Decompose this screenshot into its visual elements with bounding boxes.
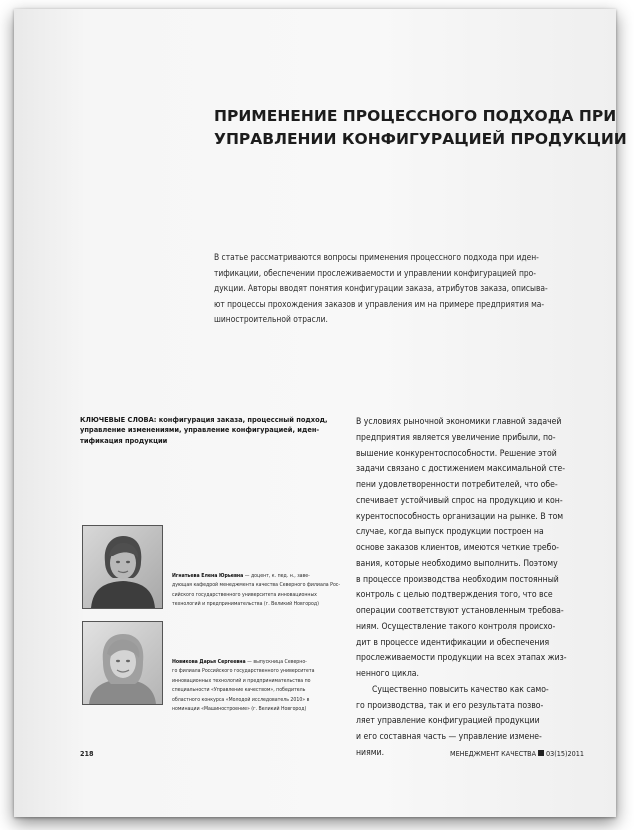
abstract-line: ют процессы прохождения заказов и управления им на примере предприятия ма- <box>214 298 545 309</box>
title-line: ПРИМЕНЕНИЕ ПРОЦЕССНОГО ПОДХОДА ПРИ <box>214 107 617 125</box>
journal-issue: 03(15)2011 <box>546 749 584 758</box>
body-line: вышение конкурентоспособности. Решение этой <box>356 448 557 459</box>
body-line: и его составная часть — управление измене- <box>356 732 542 742</box>
author-bio-novikova <box>172 658 342 714</box>
portrait-image <box>83 526 162 608</box>
magazine-page <box>14 9 627 817</box>
author-bio-line: го филиала Российского государственного университета <box>172 668 315 675</box>
body-line: вания, которые необходимо выполнить. Поэтому <box>356 558 558 569</box>
keywords-line: управление изменениями, управление конфигурацией, иден- <box>80 425 320 435</box>
author-bio-line: инновационных технологий и предпринимательства по <box>172 677 311 684</box>
keywords-line: КЛЮЧЕВЫЕ СЛОВА: конфигурация заказа, процессный подход, <box>80 415 328 424</box>
author-bio-line: технологий и предпринимательства (г. Великий Новгород) <box>172 601 319 608</box>
journal-footer <box>450 749 584 758</box>
author-bio-line: областного конкурса «Молодой исследователь 2010» в <box>172 696 310 703</box>
author-name: Новикова Дарья Сергеевна <box>172 659 246 665</box>
author-bio-line: — доцент, к. пед. н., заве- <box>243 573 310 579</box>
abstract-line: дукции. Авторы вводят понятия конфигурации заказа, атрибутов заказа, описыва- <box>214 283 548 294</box>
abstract-line: шиностроительной отрасли. <box>214 314 328 325</box>
author-bio-line: дующая кафедрой менеджмента качества Северного филиала Рос- <box>172 582 341 589</box>
body-line: курентоспособность организации на рынке. В том <box>356 511 564 522</box>
article-body <box>356 415 606 762</box>
body-line: ненного цикла. <box>356 669 419 679</box>
body-line: ляет управление конфигурацией продукции <box>356 716 540 727</box>
journal-name: МЕНЕДЖМЕНТ КАЧЕСТВА <box>450 749 537 758</box>
body-line: прослеживаемости продукции на всех этапах жиз- <box>356 653 567 664</box>
body-line: задачи связано с достижением максимальной сте- <box>356 464 566 475</box>
body-line: основе заказов клиентов, имеются четкие требо- <box>356 543 559 553</box>
body-line: пени удовлетворенности потребителей, что обе- <box>356 480 558 490</box>
body-line: го производства, так и его результата позво- <box>356 700 544 711</box>
body-line: спечивает устойчивый спрос на продукцию и кон- <box>356 495 563 506</box>
body-line: в процессе производства необходим постоянный <box>356 574 559 585</box>
author-bio-line: номинации «Машиностроение» (г. Великий Новгород) <box>172 706 307 713</box>
body-line: операции соответствуют установленным требова- <box>356 606 564 616</box>
body-line: ниями. <box>356 747 385 758</box>
author-name: Игнатьева Елена Юрьевна <box>172 573 244 579</box>
keywords-line: тификация продукции <box>80 435 168 445</box>
body-line: дит в процессе идентификации и обеспечения <box>356 637 550 648</box>
body-line: Существенно повысить качество как само- <box>372 684 549 695</box>
keywords <box>80 415 342 446</box>
body-line: ниям. Осуществление такого контроля происхо- <box>356 621 556 632</box>
author-photo-ignatieva <box>82 525 163 609</box>
portrait-image <box>83 622 162 704</box>
author-bio-line: сийского государственного университета инновационных <box>172 591 317 598</box>
author-bio-ignatieva <box>172 572 342 610</box>
title-line: УПРАВЛЕНИИ КОНФИГУРАЦИЕЙ ПРОДУКЦИИ <box>214 130 627 148</box>
body-line: случае, когда выпуск продукции построен на <box>356 527 544 538</box>
author-bio-line: — выпускница Северно- <box>245 659 307 665</box>
article-title <box>214 105 627 151</box>
body-line: предприятия является увеличение прибыли, по- <box>356 432 556 443</box>
square-bullet-icon <box>538 750 544 756</box>
body-line: контроль с целью подтверждения того, что все <box>356 590 553 601</box>
abstract <box>214 250 598 328</box>
abstract-line: В статье рассматриваются вопросы применения процессного подхода при иден- <box>214 252 539 262</box>
page-number: 218 <box>80 749 94 758</box>
abstract-line: тификации, обеспечении прослеживаемости и управлении конфигурацией про- <box>214 267 537 278</box>
body-line: В условиях рыночной экономики главной задачей <box>356 417 562 427</box>
author-bio-line: специальности «Управление качеством», победитель <box>172 687 306 694</box>
author-photo-novikova <box>82 621 163 705</box>
